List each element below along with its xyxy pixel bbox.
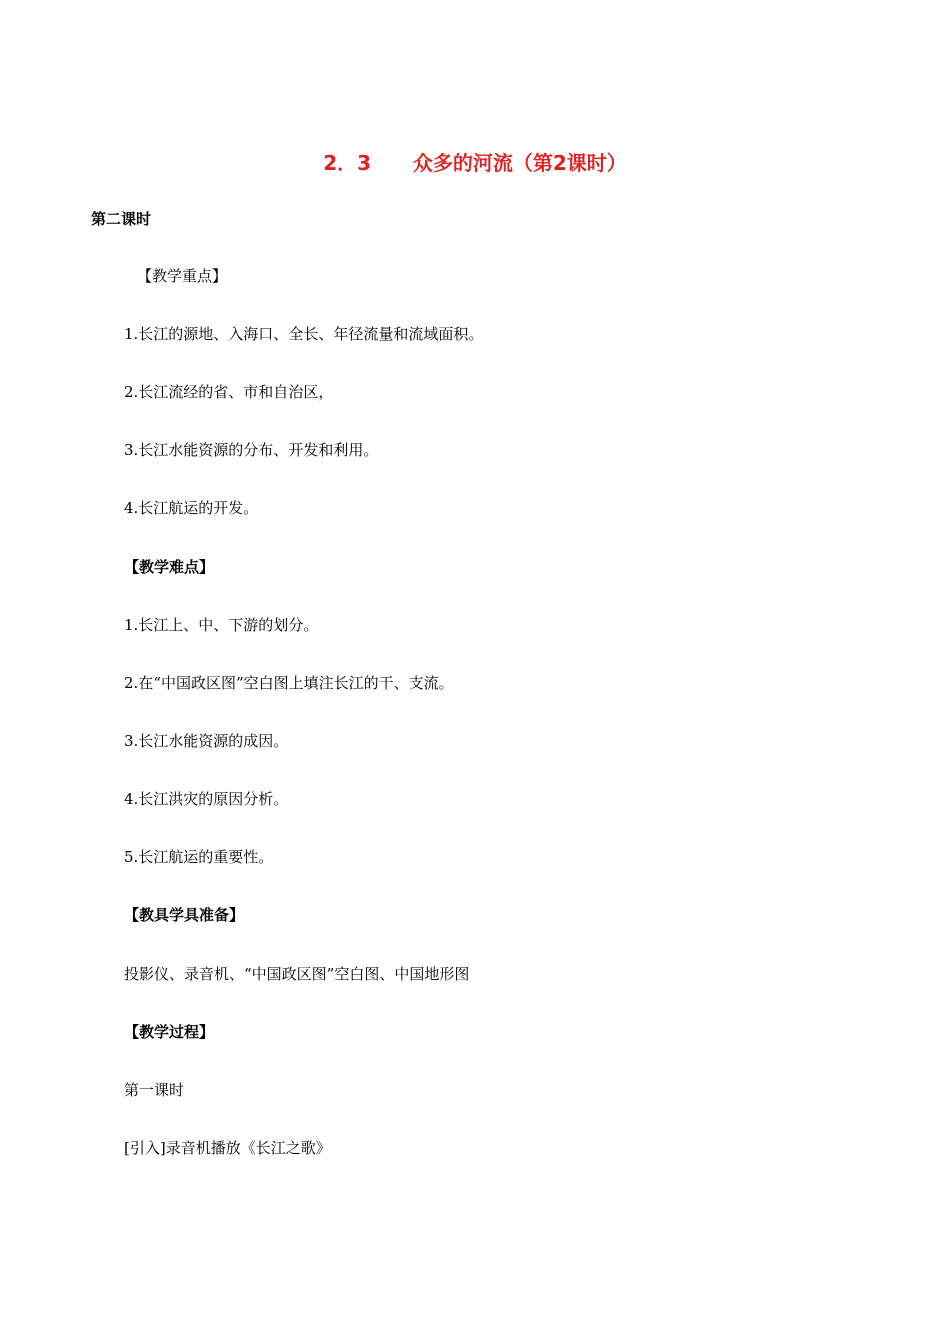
key-point-item: 3.长江水能资源的分布、开发和利用。 [124,441,379,459]
key-point-item: 4.长江航运的开发。 [124,499,259,517]
difficulty-item: 1.长江上、中、下游的划分。 [124,616,319,634]
difficulties-heading: 【教学难点】 [124,558,215,576]
process-intro: [引入]录音机播放《长江之歌》 [124,1139,331,1157]
tools-text: 投影仪、录音机、“中国政区图”空白图、中国地形图 [124,965,470,983]
tools-heading: 【教具学具准备】 [124,906,245,924]
difficulty-item: 4.长江洪灾的原因分析。 [124,790,289,808]
key-point-item: 1.长江的源地、入海口、全长、年径流量和流域面积。 [124,325,484,343]
process-heading: 【教学过程】 [124,1023,215,1041]
process-lesson: 第一课时 [124,1081,185,1099]
page-title: 2．3 众多的河流（第2课时） [323,151,627,175]
key-point-item: 2.长江流经的省、市和自治区， [124,383,334,401]
lesson-subtitle: 第二课时 [91,210,152,228]
difficulty-item: 5.长江航运的重要性。 [124,848,274,866]
key-points-heading: 【教学重点】 [137,267,228,285]
difficulty-item: 2.在“中国政区图”空白图上填注长江的干、支流。 [124,674,454,692]
difficulty-item: 3.长江水能资源的成因。 [124,732,289,750]
